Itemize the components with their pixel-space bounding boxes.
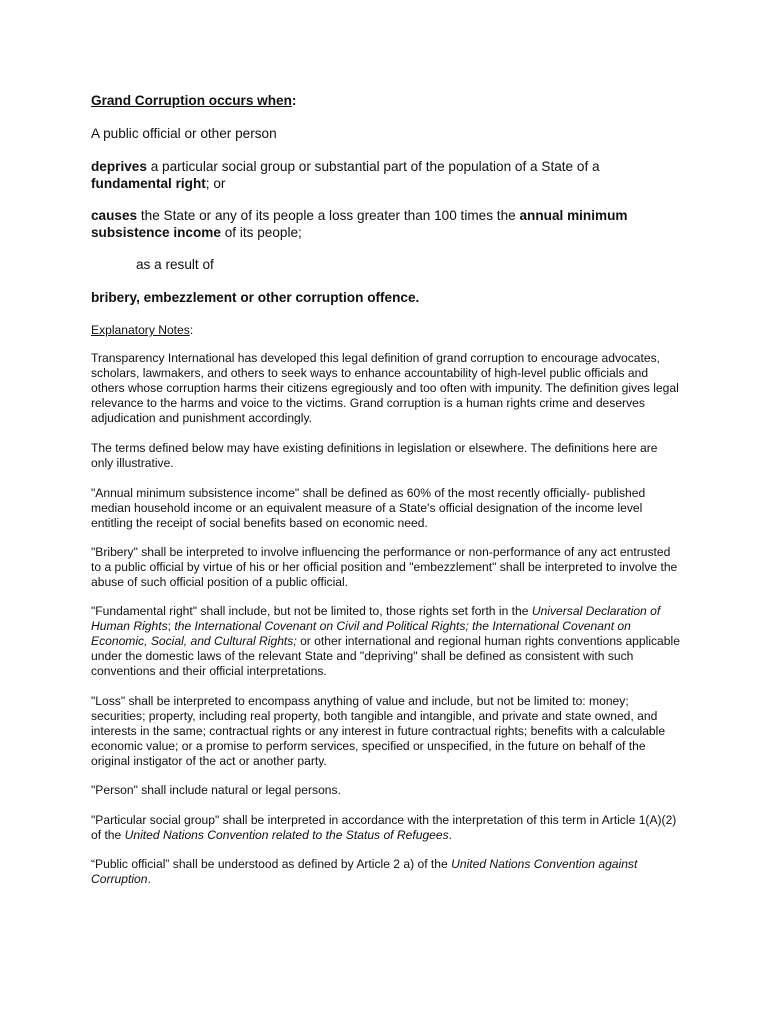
causes-term: causes	[91, 208, 138, 223]
definition-subject: A public official or other person	[91, 126, 277, 141]
causes-clause	[91, 207, 683, 241]
causes-text: the State or any of its people a loss greater than 100 times the	[137, 208, 520, 223]
fundamental-right-definition	[91, 604, 683, 679]
annual-income-definition: "Annual minimum subsistence income" shall be defined as 60% of the most recently officially- published median household income or an equivalent measure of a State's official designation of the income level entitling the receipt of social benefits based on economic need.	[91, 486, 646, 530]
notes-heading	[91, 323, 683, 338]
social-group-definition	[91, 813, 683, 843]
terms-intro-paragraph: The terms defined below may have existing definitions in legislation or elsewhere. The definitions here are only illustrative.	[91, 441, 658, 470]
deprives-text: a particular social group or substantial part of the population of a State of a	[146, 159, 600, 174]
deprives-clause	[91, 158, 683, 192]
causes-end: of its people;	[220, 225, 302, 240]
public-official-definition	[91, 857, 683, 887]
fundamental-text-e: or other international and regional human rights conventions applicable under the domestic laws of the relevant State and "depriving" shall be defined as consistent with such conventions and their official interpretations.	[91, 634, 680, 678]
social-group-text-a: "Particular social group" shall be interpreted in accordance with the interpretation of this term in Article 1(A)(2) of the	[91, 813, 677, 842]
fundamental-covenants: the International Covenant on Civil and Political Rights; the International Covenant on Economic, Social, and Cultural Rights;	[91, 619, 631, 648]
deprives-object: fundamental right	[91, 176, 206, 191]
causes-object: annual minimum subsistence income	[91, 208, 628, 240]
offence-line: bribery, embezzlement or other corruption offence.	[91, 290, 420, 305]
public-official-text-c: .	[147, 872, 151, 886]
heading-colon: :	[291, 93, 297, 108]
deprives-term: deprives	[91, 159, 147, 174]
result-phrase: as a result of	[136, 257, 214, 272]
social-group-text-c: .	[448, 828, 453, 842]
notes-intro-paragraph: Transparency International has developed this legal definition of grand corruption to encourage advocates, scholars, lawmakers, and others to seek ways to enhance accountability of high-level public officials and others whose corruption harms their citizens egregiously and too often with impunity. The definition gives legal relevance to the harms and voice to the victims. Grand corruption is a human rights crime and deserves adjudication and punishment accordingly.	[91, 351, 679, 425]
uncac-title: United Nations Convention against Corruption	[91, 857, 638, 886]
notes-title: Explanatory Notes	[91, 323, 190, 337]
deprives-end: ; or	[205, 176, 226, 191]
bribery-definition: "Bribery" shall be interpreted to involve influencing the performance or non-performance of any act entrusted to a public official by virtue of his or her official position and "embezzlement" shall be interpreted to involve the abuse of such official position of a public official.	[91, 545, 678, 589]
refugee-convention: United Nations Convention related to the Status of Refugees	[124, 828, 449, 842]
fundamental-text-c: ;	[167, 619, 175, 633]
person-definition: "Person" shall include natural or legal persons.	[91, 783, 341, 797]
fundamental-text-a: "Fundamental right" shall include, but not be limited to, those rights set forth in the	[91, 604, 532, 618]
heading-title: Grand Corruption occurs when	[91, 93, 292, 108]
definition-heading	[91, 92, 683, 109]
loss-definition: "Loss" shall be interpreted to encompass anything of value and include, but not be limited to: money; securities; property, including real property, both tangible and intangible, and private and state owned, and interests in the same; contractual rights or any interest in future contractual rights; benefits with a calculable economic value; or a promise to perform services, specified or unspecified, in the future on behalf of the original instigator of the act or another party.	[91, 694, 666, 768]
fundamental-udhr: Universal Declaration of Human Rights	[91, 604, 661, 633]
notes-title-colon: :	[189, 323, 194, 337]
public-official-text-a: “Public official” shall be understood as defined by Article 2 a) of the	[91, 857, 452, 871]
